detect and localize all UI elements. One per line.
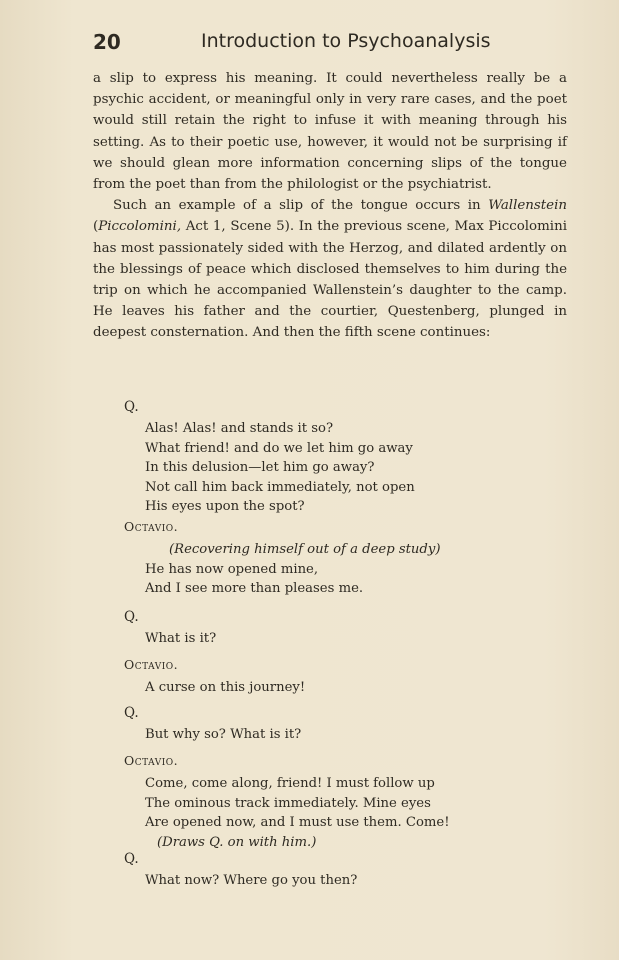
speaker-name: Octavio. bbox=[124, 657, 179, 672]
play-subtitle: Piccolomini, bbox=[98, 219, 182, 235]
verse-line: The ominous track immediately. Mine eyes bbox=[145, 795, 431, 811]
paragraph-2 bbox=[93, 195, 567, 343]
speech-octavio-1 bbox=[124, 518, 564, 599]
stage-direction: (Draws Q. on with him.) bbox=[157, 834, 317, 850]
body-text bbox=[93, 68, 567, 344]
paragraph-2-text-c: Act 1, Scene 5). In the previous scene, Max Piccolomini has most passionately sided with the Herzog, and dilated ardently on the blessings of peace which disclosed themselves to him during the trip on which he accompanied Wallenstein’s daughter to the camp. He leaves his father and the courtier, Questenberg, plunged in deepest consternation. And then the fifth scene continues: bbox=[93, 219, 567, 341]
page-header bbox=[93, 30, 565, 60]
paragraph-1: a slip to express his meaning. It could nevertheless really be a psychic accident, or meaningful only in very rare cases, and the poet would still retain the right to infuse it with meaning through his setting. As to their poetic use, however, it would not be surprising if we should glean more information concerning slips of the tongue from the poet than from the philologist or the psychiatrist. bbox=[93, 71, 567, 193]
paragraph-2-text-a: Such an example of a slip of the tongue occurs in bbox=[113, 198, 489, 214]
speech-q-3 bbox=[120, 704, 560, 745]
speaker-name: Octavio. bbox=[124, 519, 179, 534]
verse-line: And I see more than pleases me. bbox=[145, 581, 364, 596]
speaker-name: Q. bbox=[124, 609, 139, 625]
speaker-name: Q. bbox=[124, 851, 139, 867]
page-number: 20 bbox=[93, 30, 121, 54]
verse-line: Alas! Alas! and stands it so? bbox=[145, 421, 334, 436]
verse-line: What is it? bbox=[145, 631, 217, 646]
speaker-name: Octavio. bbox=[124, 753, 179, 768]
verse-line: Not call him back immediately, not open bbox=[145, 479, 415, 495]
verse-line: Are opened now, and I must use them. Come! bbox=[145, 815, 450, 830]
speaker-name: Q. bbox=[124, 399, 139, 415]
speaker-name: Q. bbox=[124, 705, 139, 721]
verse-line: Come, come along, friend! I must follow up bbox=[145, 776, 435, 791]
stage-direction: (Recovering himself out of a deep study) bbox=[169, 542, 441, 557]
verse-line: In this delusion—let him go away? bbox=[145, 460, 375, 475]
verse-line: What friend! and do we let him go away bbox=[145, 440, 413, 456]
speech-octavio-3 bbox=[124, 752, 564, 852]
speech-octavio-2 bbox=[124, 656, 564, 698]
verse-line: But why so? What is it? bbox=[145, 727, 302, 742]
speech-q-2 bbox=[120, 608, 560, 649]
verse-line: What now? Where go you then? bbox=[145, 873, 358, 888]
play-title: Wallenstein bbox=[488, 198, 567, 214]
speech-q-4 bbox=[120, 850, 560, 891]
speech-q-1 bbox=[120, 398, 560, 517]
running-head: Introduction to Psychoanalysis bbox=[201, 30, 491, 52]
verse-line: His eyes upon the spot? bbox=[145, 499, 305, 514]
paragraph-2-text-b: ( bbox=[93, 219, 99, 235]
verse-line: A curse on this journey! bbox=[145, 680, 306, 695]
verse-line: He has now opened mine, bbox=[145, 561, 319, 577]
